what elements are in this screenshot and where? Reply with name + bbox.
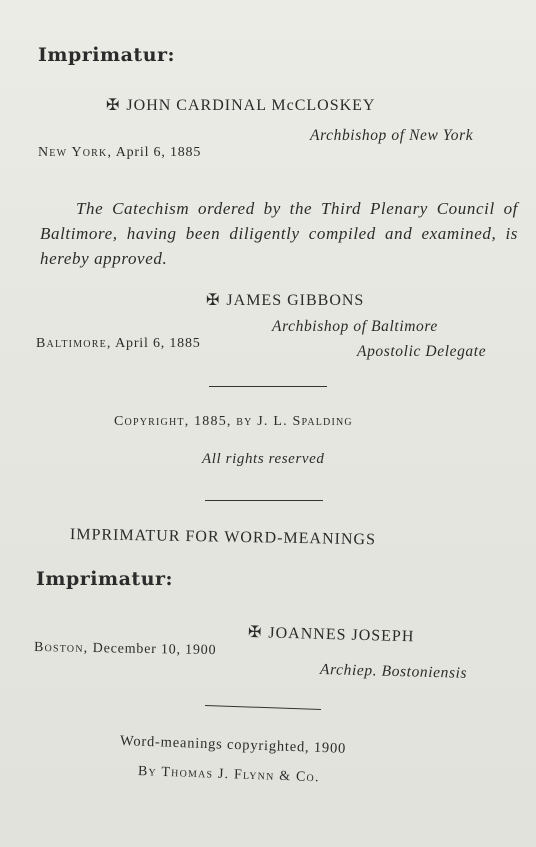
gibbons-title-1: Archbishop of Baltimore [272, 318, 438, 335]
imprimatur-label: Imprimatur: [38, 44, 176, 66]
baltimore-place: Baltimore, [36, 336, 112, 351]
divider-1 [209, 386, 327, 387]
word-meanings-heading: IMPRIMATUR FOR WORD-MEANINGS [69, 526, 377, 549]
cross-icon: ✠ [247, 624, 263, 642]
divider-3 [205, 705, 321, 710]
gibbons-name: JAMES GIBBONS [226, 292, 365, 309]
bleed-through-text [261, 56, 275, 94]
cross-icon: ✠ [206, 292, 221, 309]
boston-date: December 10, 1900 [92, 641, 217, 659]
mccloskey-name: JOHN CARDINAL McCLOSKEY [126, 97, 376, 114]
divider-2 [205, 500, 323, 501]
imprimatur-label-2: Imprimatur: [36, 568, 174, 590]
boston-place: Boston, [33, 640, 89, 656]
all-rights-reserved: All rights reserved [202, 451, 325, 467]
baltimore-date: April 6, 1885 [115, 336, 201, 351]
new-york-dateline [38, 145, 201, 161]
cross-icon: ✠ [106, 97, 121, 114]
joseph-title: Archiep. Bostoniensis [319, 661, 468, 682]
mccloskey-signature [106, 95, 375, 115]
new-york-place: New York, [38, 145, 113, 160]
gibbons-signature [206, 290, 364, 310]
copyright-1885: Copyright, 1885, by J. L. Spalding [114, 414, 353, 429]
mccloskey-title: Archbishop of New York [310, 127, 474, 144]
word-meanings-copyright: Word-meanings copyrighted, 1900 [119, 733, 347, 757]
joseph-name: JOANNES JOSEPH [268, 624, 415, 646]
gibbons-title-2: Apostolic Delegate [357, 343, 487, 360]
publisher-line: By Thomas J. Flynn & Co. [137, 764, 320, 786]
approval-paragraph: The Catechism ordered by the Third Plenary Council of Baltimore, having been diligently compiled and examined, is hereby approved. [40, 199, 518, 268]
boston-dateline [34, 640, 217, 659]
new-york-date: April 6, 1885 [115, 145, 202, 160]
joseph-signature [248, 622, 415, 646]
baltimore-dateline [36, 336, 201, 352]
